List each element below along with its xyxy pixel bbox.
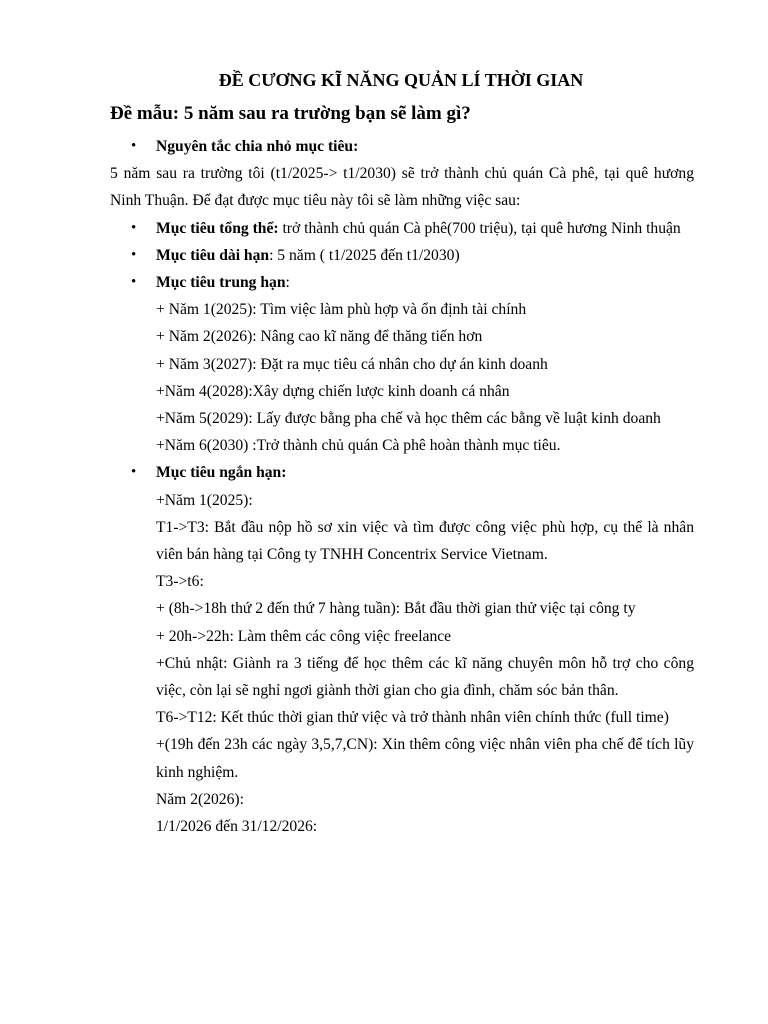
bullet-dot: • <box>131 464 137 481</box>
bullet-short-term <box>110 459 694 486</box>
principle-label: Nguyên tắc chia nhỏ mục tiêu: <box>156 138 359 155</box>
mid-term-item: +Năm 4(2028):Xây dựng chiến lược kinh doanh cá nhân <box>156 382 510 400</box>
short-term-item: T3->t6: <box>156 573 204 591</box>
bullet-dot: • <box>131 274 137 291</box>
intro-paragraph: 5 năm sau ra trường tôi (t1/2025-> t1/2030) sẽ trở thành chủ quán Cà phê, tại quê hương Ninh Thuận. Để đạt được mục tiêu này tôi sẽ làm những việc sau: <box>110 165 694 210</box>
document-title: ĐỀ CƯƠNG KĨ NĂNG QUẢN LÍ THỜI GIAN <box>218 70 584 90</box>
bullet-long-term <box>110 242 694 269</box>
short-term-item: +Chủ nhật: Giành ra 3 tiếng để học thêm các kĩ năng chuyên môn hỗ trợ cho công việc, còn lại sẽ nghỉ ngơi giành thời gian cho gia đình, chăm sóc bản thân. <box>156 654 694 700</box>
bullet-mid-term <box>110 269 694 296</box>
bullet-dot: • <box>131 219 137 236</box>
bullet-dot: • <box>131 138 137 154</box>
document-subtitle: Đề mẫu: 5 năm sau ra trường bạn sẽ làm gì? <box>110 103 471 124</box>
short-term-item: + 20h->22h: Làm thêm các công việc freelance <box>156 627 452 645</box>
short-term-item: Năm 2(2026): <box>156 790 244 808</box>
short-term-item: +(19h đến 23h các ngày 3,5,7,CN): Xin thêm công việc nhân viên pha chế để tích lũy kinh nghiệm. <box>156 736 694 781</box>
overall-text: trở thành chủ quán Cà phê(700 triệu), tại quê hương Ninh thuận <box>278 219 681 237</box>
overall-label: Mục tiêu tổng thể: <box>156 219 279 237</box>
short-term-item: 1/1/2026 đến 31/12/2026: <box>156 818 318 836</box>
long-term-text: : 5 năm ( t1/2025 đến t1/2030) <box>269 246 460 264</box>
mid-term-label: Mục tiêu trung hạn <box>156 274 286 292</box>
bullet-dot: • <box>131 246 137 263</box>
bullet-principle <box>110 133 694 160</box>
short-term-item: +Năm 1(2025): <box>156 491 253 509</box>
bullet-overall <box>110 215 694 242</box>
mid-term-text: : <box>285 274 290 292</box>
mid-term-item: + Năm 1(2025): Tìm việc làm phù hợp và ổn định tài chính <box>156 301 527 319</box>
mid-term-item: + Năm 2(2026): Nâng cao kĩ năng để thăng tiến hơn <box>156 328 483 346</box>
document-body <box>110 133 694 840</box>
short-term-item: T6->T12: Kết thúc thời gian thử việc và trở thành nhân viên chính thức (full time) <box>156 709 669 727</box>
short-term-item: + (8h->18h thứ 2 đến thứ 7 hàng tuần): Bắt đầu thời gian thử việc tại công ty <box>156 600 636 618</box>
long-term-label: Mục tiêu dài hạn <box>156 246 270 264</box>
short-term-item: T1->T3: Bắt đầu nộp hồ sơ xin việc và tìm được công việc phù hợp, cụ thể là nhân viên bán hàng tại Công ty TNHH Concentrix Service Vietnam. <box>156 518 694 564</box>
mid-term-item: +Năm 5(2029): Lấy được bằng pha chế và học thêm các bằng về luật kinh doanh <box>156 410 661 428</box>
mid-term-item: +Năm 6(2030) :Trở thành chủ quán Cà phê hoàn thành mục tiêu. <box>156 437 561 455</box>
mid-term-item: + Năm 3(2027): Đặt ra mục tiêu cá nhân cho dự án kinh doanh <box>156 355 548 373</box>
short-term-label: Mục tiêu ngắn hạn: <box>156 464 287 482</box>
